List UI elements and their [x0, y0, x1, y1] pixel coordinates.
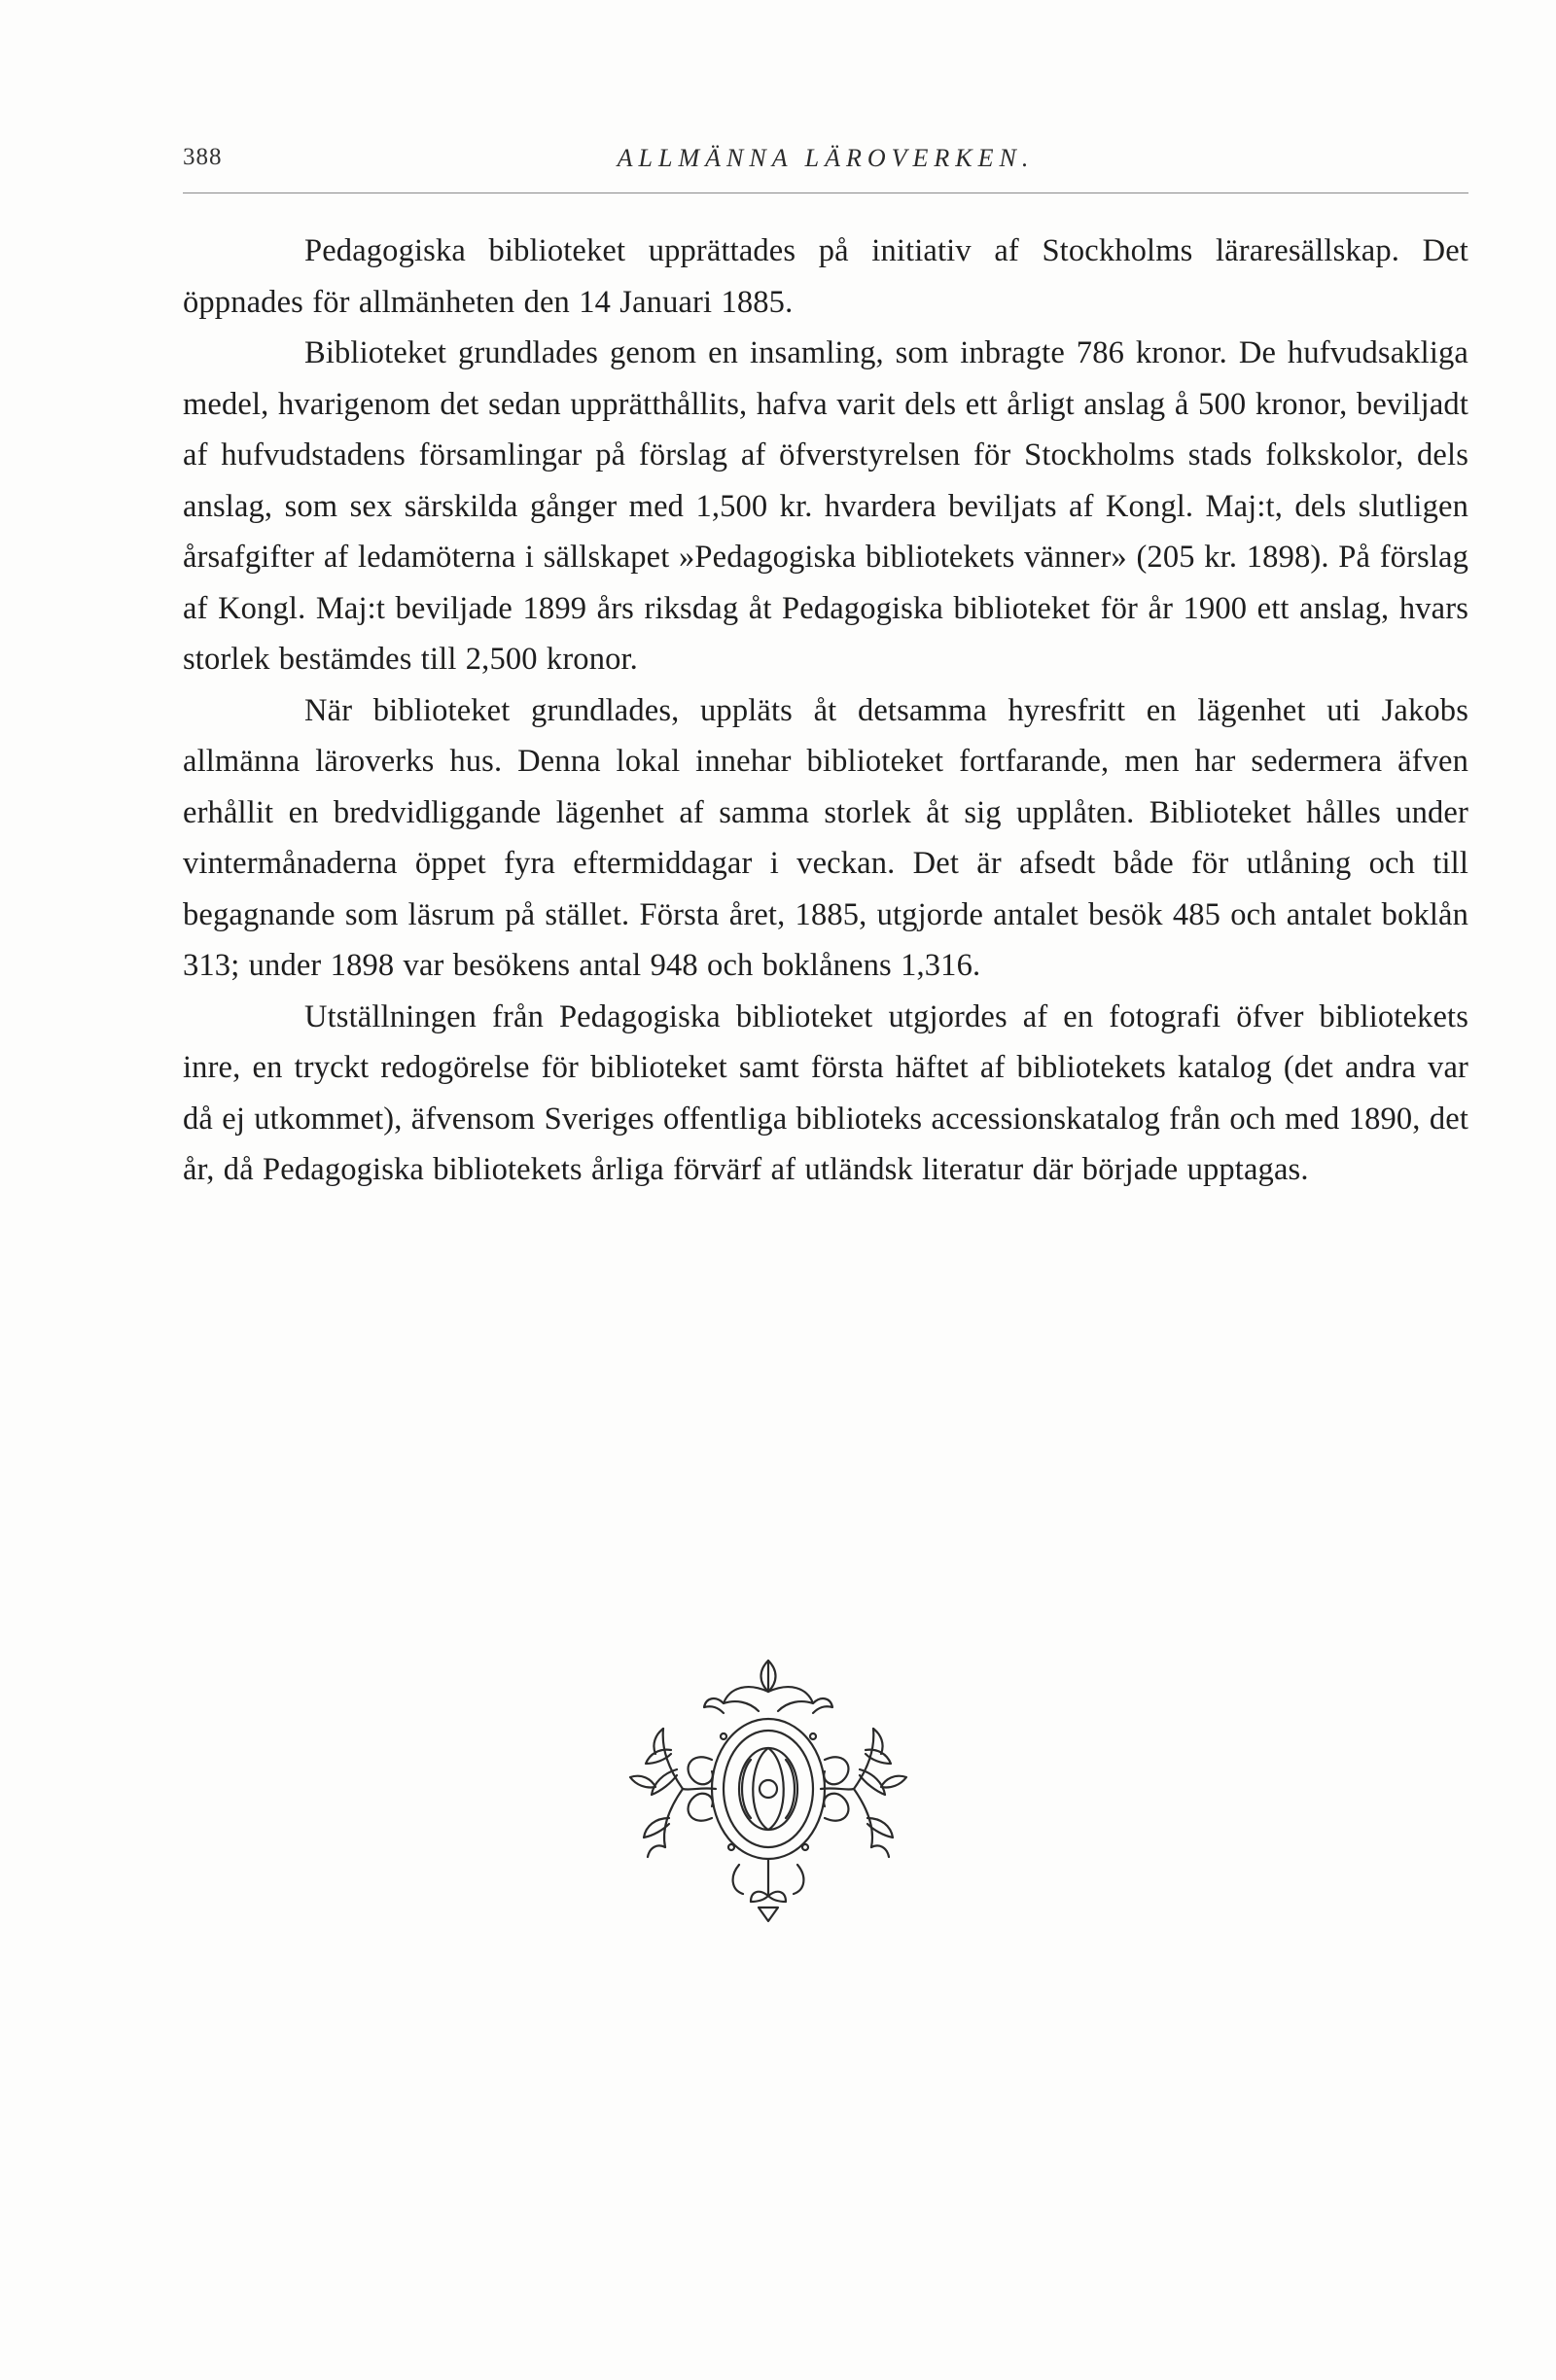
body-text [183, 226, 1468, 1196]
paragraph-premises: När biblioteket grundlades, uppläts åt detsamma hyresfritt en lägenhet uti Jakobs allmänna läroverks hus. Denna lokal innehar biblioteket fortfarande, men har sedermera äfven erhållit en bredvidliggande lägenhet af samma storlek åt sig upplåten. Biblioteket hålles under vintermånaderna öppet fyra eftermiddagar i veckan. Det är afsedt både för utlåning och till begagnande som läsrum på stället. Första året, 1885, utgjorde antalet besök 485 och antalet boklån 313; under 1898 var besökens antal 948 och boklånens 1,316. [183, 692, 1468, 983]
paragraph-founding: Pedagogiska biblioteket upprättades på initiativ af Stockholms läraresällskap. Det öppnades för allmänheten den 14 Januari 1885. [183, 233, 1468, 320]
paragraph-funding: Biblioteket grundlades genom en insamling, som inbragte 786 kronor. De hufvudsakliga medel, hvarigenom det sedan upprätthållits, hafva varit dels ett årligt anslag å 500 kronor, beviljadt af hufvudstadens församlingar på förslag af öfverstyrelsen för Stockholms stads folkskolor, dels anslag, som sex särskilda gånger med 1,500 kr. hvardera beviljats af Kongl. Maj:t, dels slutligen årsafgifter af ledamöterna i sällskapet »Pedagogiska bibliotekets vänner» (205 kr. 1898). På förslag af Kongl. Maj:t beviljade 1899 års riksdag åt Pedagogiska biblioteket för år 1900 ett anslag, hvars storlek bestämdes till 2,500 kronor. [183, 335, 1468, 677]
header-rule [183, 192, 1468, 193]
running-head: ALLMÄNNA LÄROVERKEN. [617, 144, 1035, 172]
floral-ornament-icon [622, 1653, 914, 1925]
page-header [183, 144, 1468, 183]
paragraph-exhibition: Utställningen från Pedagogiska biblioteket utgjordes af en fotografi öfver bibliotekets inre, en tryckt redogörelse för biblioteket samt första häftet af bibliotekets katalog (det andra var då ej utkommet), äfvensom Sveriges offentliga biblioteks accessionskatalog från och med 1890, det år, då Pedagogiska bibliotekets årliga förvärf af utländsk literatur där började upptagas. [183, 998, 1468, 1187]
page-number: 388 [183, 144, 223, 170]
